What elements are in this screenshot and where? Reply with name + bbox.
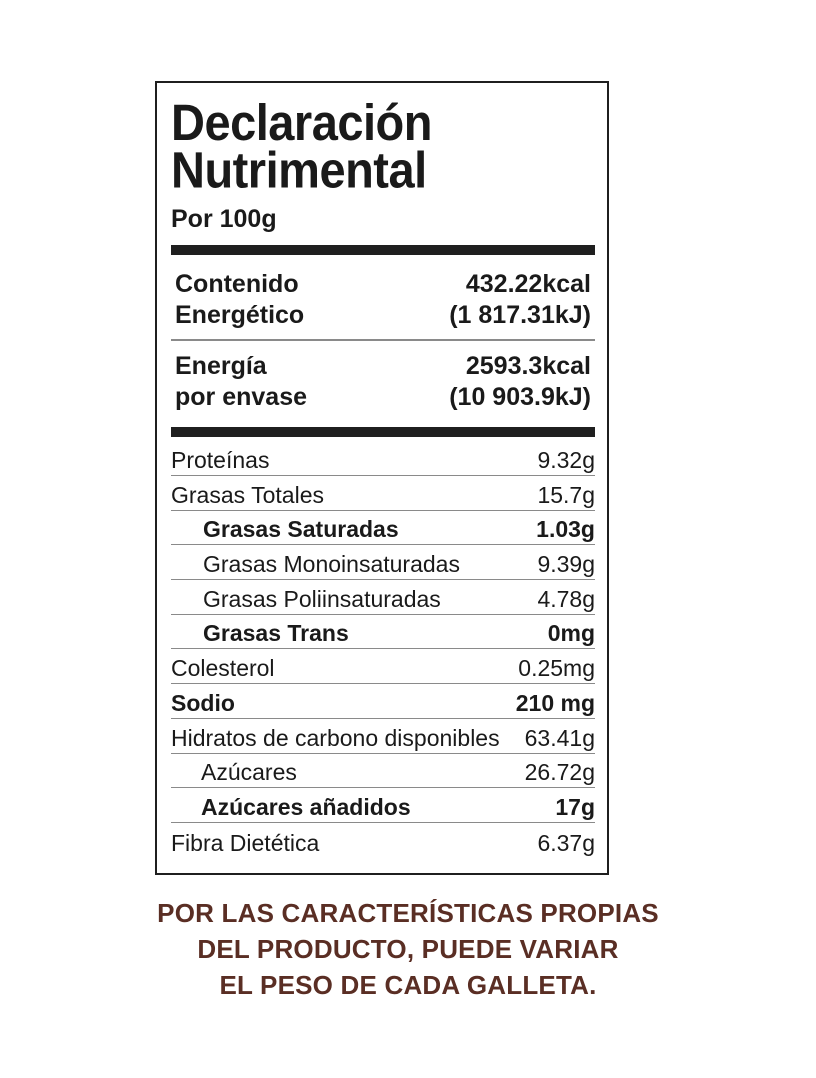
nutrient-row [171,582,595,615]
nutrient-name: Azúcares [201,759,297,786]
energy-package-label: Energía por envase [175,352,308,411]
portion-size: Por 100g [171,205,277,233]
label-title [171,93,595,199]
nutrient-value: 63.41g [524,724,595,751]
thick-divider [171,427,595,437]
nutrient-value: 9.39g [537,551,595,578]
nutrient-value: 4.78g [537,585,595,612]
nutrient-value: 15.7g [537,481,595,508]
nutrient-row [171,721,595,754]
nutrient-row [171,651,595,684]
energy-content-value: 432.22kcal (1 817.31kJ) [449,270,591,329]
title-line-2: Nutrimental [171,141,427,199]
nutrient-row [171,755,595,788]
nutrient-value: 0.25mg [518,655,595,682]
nutrient-row [171,443,595,476]
nutrient-name: Proteínas [171,447,270,473]
energy-content-label: Contenido Energético [175,270,305,329]
nutrient-value: 1.03g [536,516,595,543]
nutrient-row [171,686,595,719]
nutrient-name: Azúcares añadidos [201,793,411,820]
nutrient-row [171,478,595,511]
nutrient-name: Colesterol [171,655,275,682]
nutrient-name: Fibra Dietética [171,829,320,856]
title-line-1: Declaración [171,93,432,151]
nutrient-row [171,790,595,823]
energy-package-row [171,341,595,421]
energy-content-row [171,255,595,339]
nutrient-name: Hidratos de carbono disponibles [171,724,500,751]
notice-line-3: EL PESO DE CADA GALLETA. [219,970,597,1000]
notice-line-1: POR LAS CARACTERÍSTICAS PROPIAS [157,898,659,928]
nutrient-name: Grasas Saturadas [203,516,399,543]
nutrient-row [171,616,595,649]
energy-package-value: 2593.3kcal (10 903.9kJ) [449,352,591,411]
nutrient-value: 6.37g [537,829,595,856]
nutrient-value: 210 mg [515,689,595,716]
nutrient-row [171,512,595,545]
thick-divider [171,245,595,255]
product-notice [0,895,816,1003]
nutrition-label [155,81,609,875]
notice-line-2: DEL PRODUCTO, PUEDE VARIAR [197,934,619,964]
nutrient-name: Sodio [171,689,235,716]
nutrient-name: Grasas Totales [171,481,324,508]
nutrient-value: 26.72g [524,759,595,786]
nutrient-value: 17g [555,793,595,820]
nutrient-row [171,825,595,858]
nutrient-list [171,443,595,858]
nutrient-row [171,547,595,580]
nutrient-value: 9.32g [537,447,595,473]
nutrient-name: Grasas Trans [203,620,349,647]
nutrient-name: Grasas Poliinsaturadas [203,585,441,612]
nutrient-name: Grasas Monoinsaturadas [203,551,460,578]
nutrient-value: 0mg [547,620,595,647]
